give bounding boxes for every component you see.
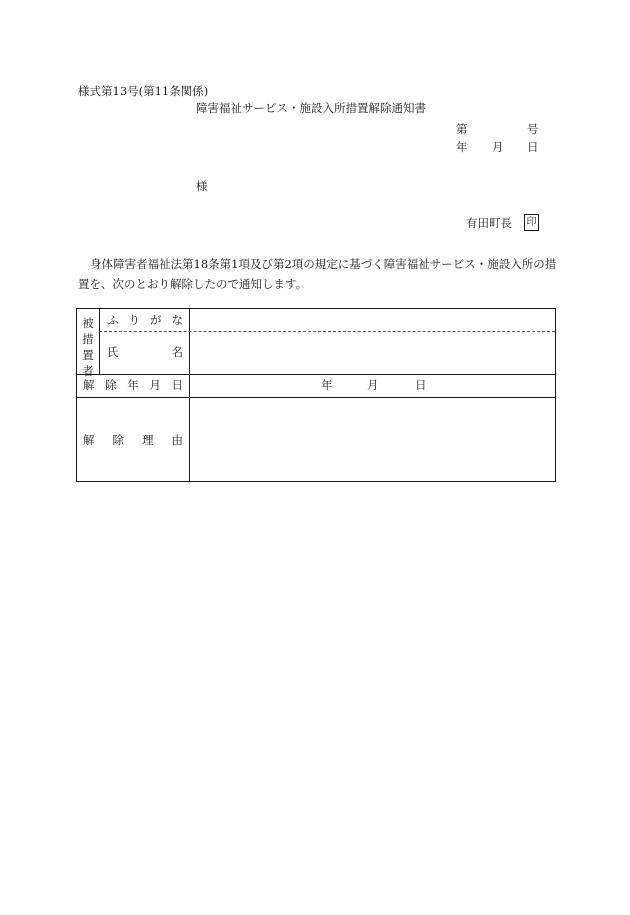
issue-date-day: 日	[527, 140, 539, 154]
notice-body-text: 身体障害者福祉法第18条第1項及び第2項の規定に基づく障害福祉サービス・施設入所の措置を、次のとおり解除したので通知します。	[78, 257, 557, 291]
furigana-field[interactable]	[190, 310, 555, 330]
release-reason-field[interactable]	[190, 398, 555, 481]
release-date-label: 解 除 年 月 日	[83, 378, 183, 392]
doc-number-suffix: 号	[527, 122, 539, 136]
doc-number-prefix: 第	[456, 122, 468, 136]
release-date-month: 月	[367, 378, 379, 392]
issuer-name: 有田町長	[466, 216, 512, 230]
release-date-day: 日	[415, 378, 427, 392]
notice-form-table	[76, 308, 556, 482]
furigana-label: ふ り が な	[107, 313, 183, 327]
issue-date-month: 月	[492, 140, 504, 154]
furigana-dashed-divider	[99, 331, 555, 332]
release-reason-label: 解 除 理 由	[83, 433, 183, 447]
addressee-honorific: 様	[196, 179, 208, 193]
subject-column-divider	[99, 309, 100, 374]
issue-date-year: 年	[456, 140, 468, 154]
release-date-year: 年	[321, 378, 333, 392]
name-field[interactable]	[190, 333, 555, 373]
name-label: 氏 名	[107, 345, 183, 359]
subject-label: 被 措 置 者	[82, 316, 94, 378]
form-number: 様式第13号(第11条関係)	[78, 84, 209, 98]
seal-stamp: 印	[524, 214, 539, 231]
document-title: 障害福祉サービス・施設入所措置解除通知書	[196, 101, 426, 115]
